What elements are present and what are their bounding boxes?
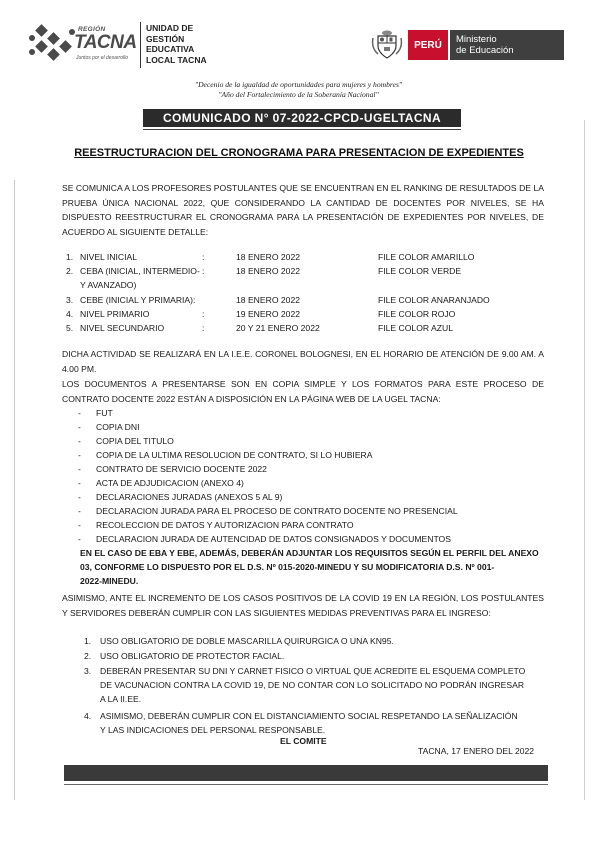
- document-item: DECLARACION JURADA DE AUTENCIDAD DE DATOS CONSIGNADOS Y DOCUMENTOS: [96, 534, 451, 544]
- schedule-file: FILE COLOR ANARANJADO: [378, 295, 490, 305]
- footer-line: [64, 784, 548, 785]
- schedule-level: NIVEL SECUNDARIO: [80, 323, 165, 333]
- ugel-name: [146, 23, 207, 65]
- schedule-level: CEBE (INICIAL Y PRIMARIA):: [80, 295, 196, 305]
- measure-num: 4.: [84, 711, 92, 721]
- covid-intro: ASIMISMO, ANTE EL INCREMENTO DE LOS CASOS POSITIVOS DE LA COVID 19 EN LA REGIÓN, LOS POSTULANTES Y SERVIDORES DEBERÁN CUMPLIR CON LAS SIGUIENTES MEDIDAS PREVENTIVAS PARA EL INGRESO:: [62, 593, 544, 618]
- document-item: COPIA DE LA ULTIMA RESOLUCION DE CONTRATO, SI LO HUBIERA: [96, 450, 373, 460]
- schedule-date: 19 ENERO 2022: [236, 309, 301, 319]
- list-bullet: -: [78, 408, 81, 418]
- schedule-level: NIVEL PRIMARIO: [80, 309, 150, 319]
- ugel-line: EDUCATIVA: [146, 44, 195, 54]
- measure-line: DEBERÁN PRESENTAR SU DNI Y CARNET FISICO O VIRTUAL QUE ACREDITE EL ESQUEMA COMPLETO: [100, 666, 526, 676]
- schedule-file: FILE COLOR VERDE: [378, 266, 462, 276]
- schedule-colon: :: [202, 252, 205, 262]
- list-bullet: -: [78, 464, 81, 474]
- region-tagline: Juntos por el desarrollo: [76, 55, 128, 61]
- measure-num: 1.: [84, 636, 92, 646]
- coat-of-arms-icon: [370, 28, 404, 62]
- date-line: TACNA, 17 ENERO DEL 2022: [418, 746, 535, 756]
- schedule-num: 5.: [66, 323, 74, 333]
- peru-badge: PERÚ: [408, 30, 448, 60]
- ministry-line: Ministerio: [456, 34, 497, 45]
- list-bullet: -: [78, 534, 81, 544]
- measure-line: ASIMISMO, DEBERÁN CUMPLIR CON EL DISTANCIAMIENTO SOCIAL RESPETANDO LA SEÑALIZACIÓN: [100, 711, 518, 721]
- document-item: ACTA DE ADJUDICACION (ANEXO 4): [96, 478, 244, 488]
- schedule-file: FILE COLOR ROJO: [378, 309, 456, 319]
- schedule-colon: :: [202, 309, 205, 319]
- decade-quote: "Decenio de la igualdad de oportunidades para mujeres y hombres": [194, 80, 403, 89]
- list-bullet: -: [78, 520, 81, 530]
- ministry-badge: [450, 30, 564, 60]
- schedule-level: CEBA (INICIAL, INTERMEDIO-: [80, 266, 200, 276]
- header-divider: [140, 22, 141, 68]
- eba-note-line: 03, CONFORME LO DISPUESTO POR EL D.S. Nº 015-2020-MINEDU Y SU MODIFICATORIA D.S. Nº 001-: [80, 562, 495, 572]
- measure-line: USO OBLIGATORIO DE PROTECTOR FACIAL.: [100, 651, 285, 661]
- scan-edge-right: [584, 120, 585, 800]
- document-item: RECOLECCION DE DATOS Y AUTORIZACION PARA CONTRATO: [96, 520, 354, 530]
- region-name: TACNA: [74, 32, 137, 53]
- ugel-line: GESTIÓN: [146, 33, 185, 44]
- measure-line: USO OBLIGATORIO DE DOBLE MASCARILLA QUIRURGICA O UNA KN95.: [100, 636, 394, 646]
- signature: EL COMITE: [280, 736, 327, 746]
- measure-line: Y LAS INDICACIONES DEL PERSONAL RESPONSABLE.: [100, 725, 326, 735]
- schedule-file: FILE COLOR AMARILLO: [378, 252, 475, 262]
- measure-line: A LA II.EE.: [100, 694, 142, 704]
- measure-num: 2.: [84, 651, 92, 661]
- schedule-num: 4.: [66, 309, 74, 319]
- schedule-colon: :: [202, 323, 205, 333]
- schedule-date: 20 Y 21 ENERO 2022: [236, 323, 320, 333]
- schedule-colon: :: [202, 266, 205, 276]
- ugel-line: LOCAL TACNA: [146, 54, 207, 65]
- document-item: FUT: [96, 408, 113, 418]
- schedule-date: 18 ENERO 2022: [236, 266, 301, 276]
- intro-paragraph: SE COMUNICA A LOS PROFESORES POSTULANTES QUE SE ENCUENTRAN EN EL RANKING DE RESULTADOS DE LA PRUEBA ÚNICA NACIONAL 2022, QUE CONSIDERANDO LA CANTIDAD DE DOCENTES POR NIVELES, SE HA DISPUESTO REESTRUCTURAR EL CRONOGRAMA PARA LA PRESENTACIÓN DE EXPEDIENTES POR NIVELES, DE ACUERDO AL SIGUIENTE DETALLE:: [62, 183, 544, 237]
- list-bullet: -: [78, 506, 81, 516]
- document-item: CONTRATO DE SERVICIO DOCENTE 2022: [96, 464, 267, 474]
- eba-note-line: EN EL CASO DE EBA Y EBE, ADEMÁS, DEBERÁN ADJUNTAR LOS REQUISITOS SEGÚN EL PERFIL DEL ANEXO: [80, 548, 539, 558]
- list-bullet: -: [78, 478, 81, 488]
- schedule-num: 1.: [66, 252, 74, 262]
- footer-bar: [64, 765, 548, 781]
- scan-edge-left: [14, 180, 15, 800]
- region-small-label: REGIÓN: [78, 26, 106, 33]
- communique-subtitle: REESTRUCTURACION DEL CRONOGRAMA PARA PRESENTACION DE EXPEDIENTES: [74, 147, 524, 159]
- activity-paragraph: DICHA ACTIVIDAD SE REALIZARÁ EN LA I.E.E. CORONEL BOLOGNESI, EN EL HORARIO DE ATENCIÓN DE 9.00 AM. A 4.00 PM.: [62, 349, 544, 374]
- schedule-num: 3.: [66, 295, 74, 305]
- schedule-level: NIVEL INICIAL: [80, 252, 137, 262]
- document-item: COPIA DEL TITULO: [96, 436, 174, 446]
- schedule-num: 2.: [66, 266, 74, 276]
- title-underline: [143, 129, 461, 132]
- list-bullet: -: [78, 492, 81, 502]
- schedule-level-cont: Y AVANZADO): [80, 280, 137, 290]
- list-bullet: -: [78, 450, 81, 460]
- documents-intro: LOS DOCUMENTOS A PRESENTARSE SON EN COPIA SIMPLE Y LOS FORMATOS PARA ESTE PROCESO DE CONTRATO DOCENTE 2022 ESTÁN A DISPOSICIÓN EN LA PÁGINA WEB DE LA UGEL TACNA:: [62, 379, 544, 404]
- schedule-date: 18 ENERO 2022: [236, 252, 301, 262]
- measure-num: 3.: [84, 666, 92, 676]
- schedule-date: 18 ENERO 2022: [236, 295, 301, 305]
- list-bullet: -: [78, 436, 81, 446]
- list-bullet: -: [78, 422, 81, 432]
- document-item: DECLARACIONES JURADAS (ANEXOS 5 AL 9): [96, 492, 283, 502]
- communique-title: COMUNICADO N° 07-2022-CPCD-UGELTACNA: [143, 109, 461, 127]
- eba-note-line: 2022-MINEDU.: [80, 576, 139, 586]
- ministry-line: de Educación: [456, 45, 514, 56]
- document-item: DECLARACION JURADA PARA EL PROCESO DE CONTRATO DOCENTE NO PRESENCIAL: [96, 506, 458, 516]
- measure-line: DE VACUNACION CONTRA LA COVID 19, DE NO CONTAR CON LO SOLICITADO NO PODRÁN INGRESAR: [100, 680, 525, 690]
- ugel-line: UNIDAD DE: [146, 23, 194, 33]
- document-item: COPIA DNI: [96, 422, 140, 432]
- year-quote: "Año del Fortalecimiento de la Soberanía Nacional": [218, 90, 379, 99]
- schedule-file: FILE COLOR AZUL: [378, 323, 453, 333]
